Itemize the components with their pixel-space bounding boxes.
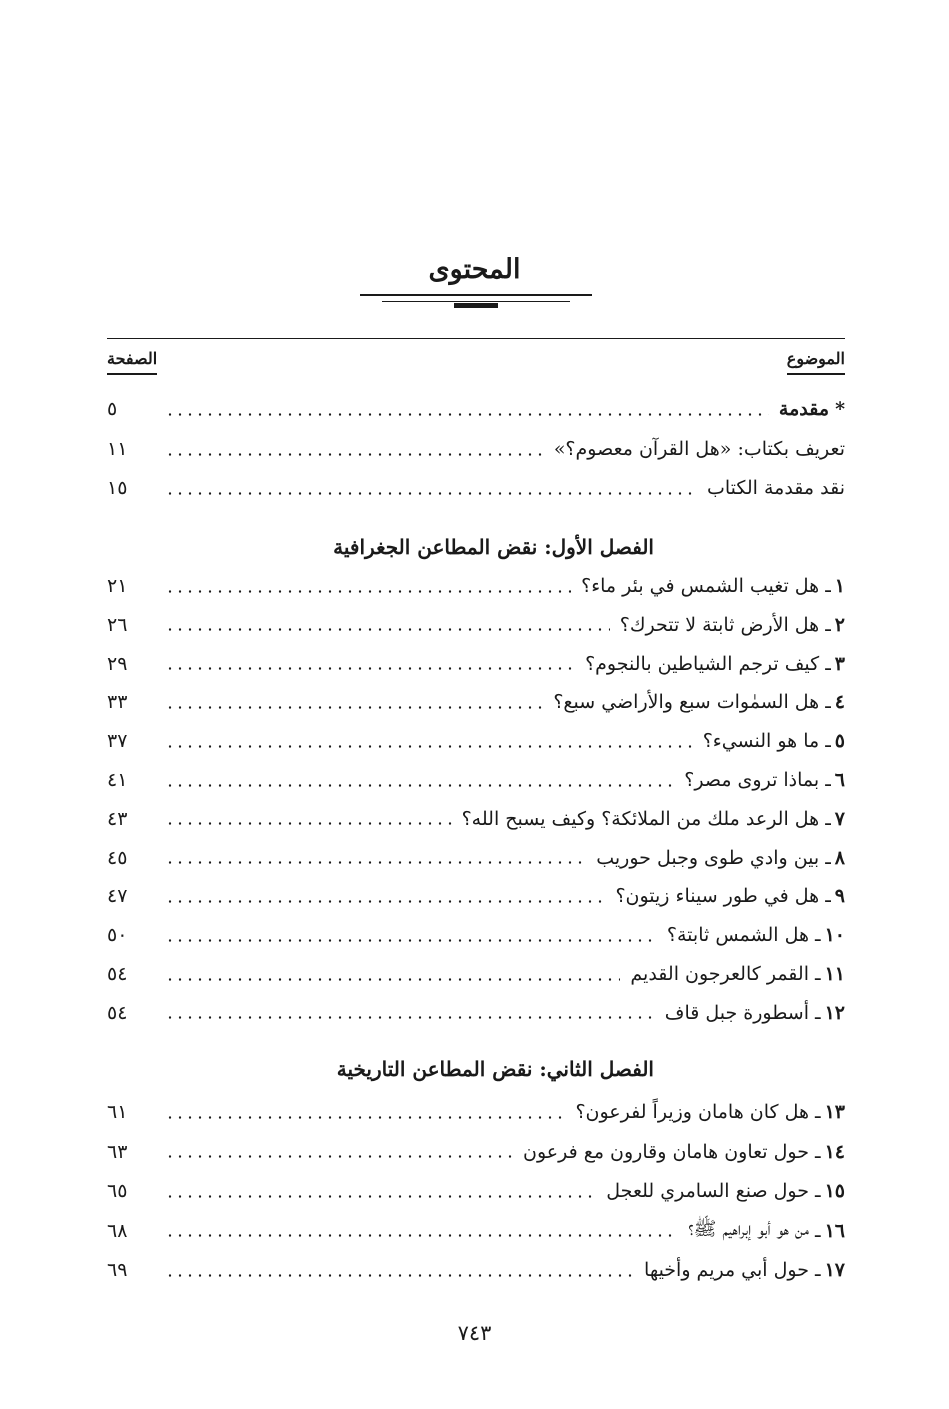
toc-entry-number: ١٧ — [824, 1259, 845, 1281]
toc-entry-number: ١٠ — [824, 924, 845, 947]
toc-entry-title: هل الأرض ثابتة لا تتحرك؟ — [619, 613, 820, 636]
dot-leader — [165, 939, 657, 942]
toc-row[interactable] — [107, 878, 845, 914]
toc-entry-title: هل الرعد ملك من الملائكة؟ وكيف يسبح الله؟ — [461, 807, 820, 830]
toc-page-number: ٥٤ — [107, 1001, 128, 1024]
toc-entry-number: ٦ — [834, 769, 845, 791]
dot-leader — [165, 900, 605, 903]
dot-leader — [165, 861, 586, 864]
dot-leader — [165, 706, 543, 709]
toc-row[interactable] — [107, 917, 845, 953]
toc-entry-number: ١ — [834, 575, 845, 597]
toc-entry-title: أسطورة جبل قاف — [664, 1001, 809, 1024]
toc-page-number: ٤٣ — [107, 807, 128, 830]
toc-page-number: ٢٦ — [107, 613, 128, 636]
number-separator: ـ — [815, 1140, 821, 1163]
toc-entry-title: تعريف بكتاب: «هل القرآن معصوم؟» — [553, 438, 845, 460]
toc-entry-title: هل كان هامان وزيراً لفرعون؟ — [575, 1101, 809, 1123]
toc-row[interactable] — [107, 1134, 845, 1170]
dot-leader — [165, 590, 571, 593]
chapter-heading: الفصل الأول: نقض المطاعن الجغرافية — [333, 535, 654, 559]
header-rule — [107, 338, 845, 339]
dot-leader — [165, 784, 674, 787]
number-separator: ـ — [815, 924, 821, 947]
dot-leader — [165, 413, 769, 416]
toc-page-number: ٤٧ — [107, 885, 128, 908]
number-separator: ـ — [815, 1219, 821, 1242]
toc-entry-number: ٩ — [834, 885, 845, 908]
dot-leader — [165, 1155, 513, 1158]
number-separator: ـ — [825, 691, 831, 714]
toc-row[interactable] — [107, 762, 845, 798]
toc-entry-number: ٢ — [834, 613, 845, 636]
number-separator: ـ — [825, 730, 831, 753]
toc-page-number: ٦٩ — [107, 1259, 128, 1281]
toc-entry-number: ١١ — [824, 963, 845, 985]
toc-page-number: ٣٧ — [107, 730, 128, 753]
toc-page-number: ٦٣ — [107, 1140, 128, 1163]
number-separator: ـ — [815, 1259, 821, 1281]
toc-row-intro[interactable] — [107, 391, 845, 427]
toc-entry-number: ٣ — [834, 652, 845, 675]
toc-page-number: ١١ — [107, 438, 128, 460]
toc-entry-number: ١٢ — [824, 1001, 845, 1024]
toc-page-number: ٢١ — [107, 575, 128, 597]
number-separator: ـ — [825, 613, 831, 636]
toc-page-number: ١٥ — [107, 477, 128, 499]
toc-row[interactable] — [107, 607, 845, 643]
number-separator: ـ — [815, 963, 821, 985]
toc-page-number: ٥ — [107, 398, 118, 420]
dot-leader — [165, 822, 452, 825]
toc-entry-title: هل تغيب الشمس في بئر ماء؟ — [581, 575, 820, 597]
toc-row-book-intro[interactable] — [107, 431, 845, 467]
dot-leader — [165, 492, 697, 495]
toc-entry-title: بين وادي طوى وجبل حوريب — [596, 846, 820, 869]
toc-page-number: ٢٩ — [107, 652, 128, 675]
toc-row[interactable] — [107, 568, 845, 604]
toc-page-number: ٦٨ — [107, 1219, 128, 1242]
ornament-block — [454, 303, 498, 308]
toc-row[interactable] — [107, 1213, 845, 1249]
toc-entry-title: من هو أبو إبراهيم ﷺ؟ — [688, 1217, 809, 1240]
toc-row[interactable] — [107, 995, 845, 1031]
toc-row[interactable] — [107, 646, 845, 682]
number-separator: ـ — [825, 885, 831, 908]
page-title: المحتوى — [428, 254, 521, 285]
toc-row[interactable] — [107, 801, 845, 837]
toc-entry-title: هل السمٰوات سبع والأراضي سبع؟ — [553, 691, 820, 714]
dot-leader — [165, 453, 544, 456]
toc-entry-title: حول تعاون هامان وقارون مع فرعون — [523, 1140, 809, 1163]
dot-leader — [165, 1116, 565, 1119]
toc-page-number: ٥٠ — [107, 924, 128, 947]
toc-page-number: ٥٤ — [107, 963, 128, 985]
toc-entry-number: ١٥ — [824, 1180, 845, 1202]
toc-entry-number: ٤ — [834, 691, 845, 714]
topic-column-header: الموضوع — [787, 346, 845, 375]
toc-entry-title: كيف ترجم الشياطين بالنجوم؟ — [585, 652, 820, 675]
toc-entry-number: ٨ — [834, 846, 845, 869]
toc-row[interactable] — [107, 684, 845, 720]
chapter-heading: الفصل الثاني: نقض المطاعن التاريخية — [336, 1057, 654, 1081]
toc-row[interactable] — [107, 1173, 845, 1209]
toc-entry-number: ١٤ — [824, 1140, 845, 1163]
star-marker: * — [835, 398, 845, 420]
number-separator: ـ — [815, 1101, 821, 1123]
toc-row[interactable] — [107, 1252, 845, 1288]
number-separator: ـ — [825, 846, 831, 869]
number-separator: ـ — [825, 807, 831, 830]
ornament-rule-top — [360, 294, 592, 296]
title-ornament — [360, 292, 592, 310]
dot-leader — [165, 1016, 655, 1019]
ornament-rule-bottom — [382, 301, 570, 302]
toc-entry-title: نقد مقدمة الكتاب — [706, 477, 845, 499]
dot-leader — [165, 1195, 596, 1198]
number-separator: ـ — [825, 652, 831, 675]
toc-page-number: ٣٣ — [107, 691, 128, 714]
toc-entry-number: ٧ — [834, 807, 845, 830]
dot-leader — [165, 667, 575, 670]
toc-entry-title: ما هو النسيء؟ — [702, 730, 820, 753]
number-separator: ـ — [815, 1001, 821, 1024]
toc-entry-title: بماذا تروى مصر؟ — [684, 769, 820, 791]
toc-row[interactable] — [107, 840, 845, 876]
number-separator: ـ — [825, 575, 831, 597]
number-separator: ـ — [825, 769, 831, 791]
toc-page-number: ٤٥ — [107, 846, 128, 869]
toc-entry-title: هل في طور سيناء زيتون؟ — [615, 885, 820, 908]
dot-leader — [165, 978, 620, 981]
toc-entry-title: حول صنع السامري للعجل — [606, 1180, 809, 1202]
dot-leader — [165, 628, 610, 631]
number-separator: ـ — [815, 1180, 821, 1202]
page-column-header: الصفحة — [107, 346, 157, 375]
toc-row[interactable] — [107, 1094, 845, 1130]
toc-page-number: ٦١ — [107, 1101, 128, 1123]
toc-entry-title: مقدمة — [778, 398, 830, 420]
page-number-footer: ٧٤٣ — [457, 1321, 492, 1345]
toc-row-critique[interactable] — [107, 470, 845, 506]
dot-leader — [165, 745, 693, 748]
toc-entry-number: ١٣ — [824, 1101, 845, 1123]
toc-page-number: ٤١ — [107, 769, 128, 791]
toc-entry-title: القمر كالعرجون القديم — [630, 963, 809, 985]
toc-row[interactable] — [107, 723, 845, 759]
dot-leader — [165, 1274, 634, 1277]
dot-leader — [165, 1234, 678, 1237]
toc-entry-title: هل الشمس ثابتة؟ — [666, 924, 809, 947]
toc-entry-number: ١٦ — [824, 1219, 845, 1242]
toc-entry-title: حول أبي مريم وأخيها — [644, 1259, 809, 1281]
toc-entry-number: ٥ — [834, 730, 845, 753]
toc-row[interactable] — [107, 956, 845, 992]
toc-page-number: ٦٥ — [107, 1180, 128, 1202]
